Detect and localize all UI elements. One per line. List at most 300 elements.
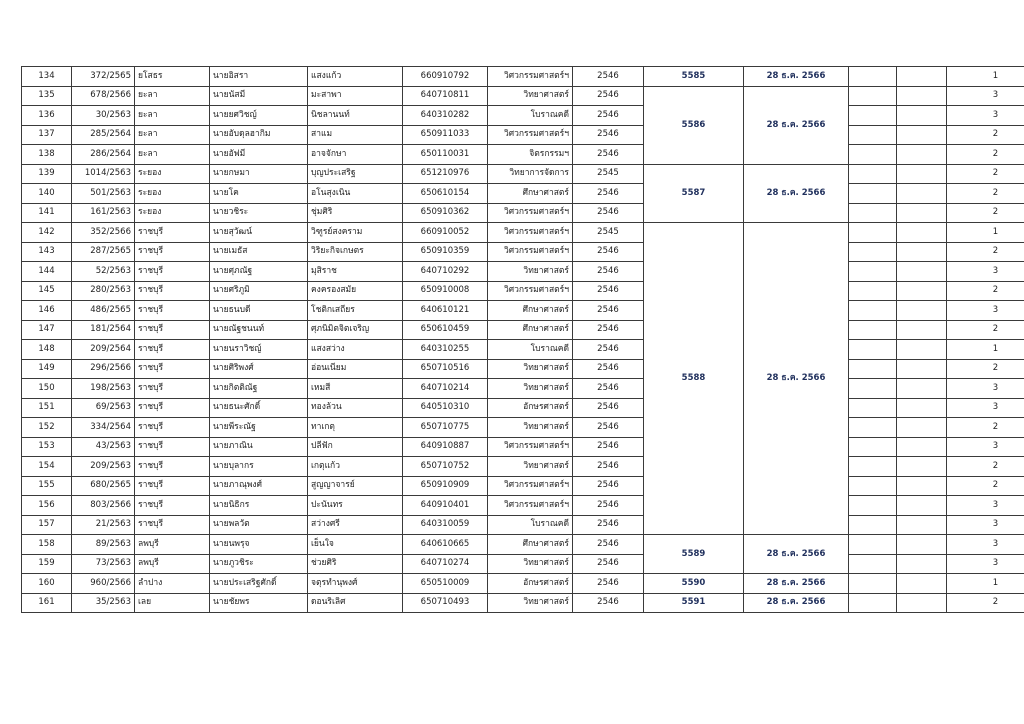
- table-row: [22, 203, 1024, 223]
- student-id-cell: 650610154: [403, 184, 488, 204]
- blank-cell-1: [849, 125, 897, 145]
- blank-cell-2: [897, 106, 947, 126]
- blank-cell-2: [897, 340, 947, 360]
- row-number-cell: 139: [22, 164, 72, 184]
- row-number-cell: 151: [22, 398, 72, 418]
- province-cell: ยโสธร: [135, 67, 210, 87]
- province-cell: ลพบุรี: [135, 554, 210, 574]
- blank-cell-2: [897, 535, 947, 555]
- last-name-cell: สาแม: [308, 125, 403, 145]
- faculty-cell: ศึกษาศาสตร์: [488, 320, 573, 340]
- table-row: [22, 418, 1024, 438]
- student-id-cell: 650911033: [403, 125, 488, 145]
- table-row: [22, 593, 1024, 613]
- last-name-cell: แสงสว่าง: [308, 340, 403, 360]
- faculty-cell: อักษรศาสตร์: [488, 398, 573, 418]
- student-id-cell: 650910359: [403, 242, 488, 262]
- document-number-cell: 5591: [644, 593, 744, 613]
- blank-cell-1: [849, 164, 897, 184]
- faculty-cell: ศึกษาศาสตร์: [488, 184, 573, 204]
- birth-year-cell: 2546: [573, 418, 644, 438]
- case-number-cell: 35/2563: [72, 593, 135, 613]
- case-number-cell: 334/2564: [72, 418, 135, 438]
- blank-cell-1: [849, 515, 897, 535]
- table-row: [22, 535, 1024, 555]
- student-id-cell: 640910401: [403, 496, 488, 516]
- blank-cell-2: [897, 125, 947, 145]
- table-row: [22, 476, 1024, 496]
- blank-cell-2: [897, 86, 947, 106]
- row-number-cell: 148: [22, 340, 72, 360]
- faculty-cell: วิทยาศาสตร์: [488, 379, 573, 399]
- first-name-cell: นายนัสมี: [210, 86, 308, 106]
- document-number-cell: 5590: [644, 574, 744, 594]
- province-cell: ยะลา: [135, 86, 210, 106]
- first-name-cell: นายสุวัฒน์: [210, 223, 308, 243]
- case-number-cell: 52/2563: [72, 262, 135, 282]
- blank-cell-2: [897, 262, 947, 282]
- student-id-cell: 640710214: [403, 379, 488, 399]
- birth-year-cell: 2546: [573, 398, 644, 418]
- row-number-cell: 140: [22, 184, 72, 204]
- birth-year-cell: 2546: [573, 301, 644, 321]
- case-number-cell: 21/2563: [72, 515, 135, 535]
- first-name-cell: นายภูวชิระ: [210, 554, 308, 574]
- student-id-cell: 650110031: [403, 145, 488, 165]
- last-name-cell: เกตุแก้ว: [308, 457, 403, 477]
- faculty-cell: วิศวกรรมศาสตร์ฯ: [488, 125, 573, 145]
- row-number-cell: 159: [22, 554, 72, 574]
- level-cell: 2: [947, 145, 1024, 165]
- blank-cell-1: [849, 476, 897, 496]
- table-row: [22, 554, 1024, 574]
- level-cell: 3: [947, 398, 1024, 418]
- blank-cell-2: [897, 359, 947, 379]
- birth-year-cell: 2546: [573, 496, 644, 516]
- level-cell: 2: [947, 320, 1024, 340]
- row-number-cell: 157: [22, 515, 72, 535]
- faculty-cell: วิศวกรรมศาสตร์ฯ: [488, 203, 573, 223]
- province-cell: ระยอง: [135, 203, 210, 223]
- blank-cell-2: [897, 515, 947, 535]
- faculty-cell: วิศวกรรมศาสตร์ฯ: [488, 281, 573, 301]
- level-cell: 3: [947, 106, 1024, 126]
- document-number-cell: 5587: [644, 164, 744, 223]
- last-name-cell: เย็นใจ: [308, 535, 403, 555]
- blank-cell-2: [897, 554, 947, 574]
- student-id-cell: 640310255: [403, 340, 488, 360]
- last-name-cell: ช่วยศิริ: [308, 554, 403, 574]
- table-row: [22, 223, 1024, 243]
- student-id-cell: 640310282: [403, 106, 488, 126]
- blank-cell-2: [897, 418, 947, 438]
- document-number-cell: 5586: [644, 86, 744, 164]
- row-number-cell: 138: [22, 145, 72, 165]
- row-number-cell: 135: [22, 86, 72, 106]
- faculty-cell: วิศวกรรมศาสตร์ฯ: [488, 67, 573, 87]
- table-row: [22, 340, 1024, 360]
- first-name-cell: นายพีระณัฐ: [210, 418, 308, 438]
- last-name-cell: ศุภนิมิตจิตเจริญ: [308, 320, 403, 340]
- blank-cell-2: [897, 145, 947, 165]
- birth-year-cell: 2546: [573, 242, 644, 262]
- first-name-cell: นายโค: [210, 184, 308, 204]
- case-number-cell: 89/2563: [72, 535, 135, 555]
- province-cell: ราชบุรี: [135, 262, 210, 282]
- table-row: [22, 457, 1024, 477]
- first-name-cell: นายพลวัต: [210, 515, 308, 535]
- case-number-cell: 209/2564: [72, 340, 135, 360]
- case-number-cell: 352/2566: [72, 223, 135, 243]
- row-number-cell: 149: [22, 359, 72, 379]
- student-id-cell: 640610121: [403, 301, 488, 321]
- blank-cell-1: [849, 203, 897, 223]
- blank-cell-2: [897, 574, 947, 594]
- student-id-cell: 640310059: [403, 515, 488, 535]
- first-name-cell: นายอิสรา: [210, 67, 308, 87]
- level-cell: 1: [947, 223, 1024, 243]
- case-number-cell: 372/2565: [72, 67, 135, 87]
- table-row: [22, 320, 1024, 340]
- row-number-cell: 141: [22, 203, 72, 223]
- province-cell: ราชบุรี: [135, 496, 210, 516]
- blank-cell-1: [849, 418, 897, 438]
- blank-cell-2: [897, 398, 947, 418]
- level-cell: 2: [947, 476, 1024, 496]
- blank-cell-1: [849, 262, 897, 282]
- last-name-cell: มะสาพา: [308, 86, 403, 106]
- last-name-cell: สว่างศรี: [308, 515, 403, 535]
- level-cell: 1: [947, 67, 1024, 87]
- blank-cell-1: [849, 86, 897, 106]
- blank-cell-1: [849, 281, 897, 301]
- case-number-cell: 1014/2563: [72, 164, 135, 184]
- level-cell: 3: [947, 262, 1024, 282]
- first-name-cell: นายศุภณัฐ: [210, 262, 308, 282]
- row-number-cell: 152: [22, 418, 72, 438]
- row-number-cell: 145: [22, 281, 72, 301]
- row-number-cell: 158: [22, 535, 72, 555]
- case-number-cell: 198/2563: [72, 379, 135, 399]
- faculty-cell: อักษรศาสตร์: [488, 574, 573, 594]
- case-number-cell: 287/2565: [72, 242, 135, 262]
- blank-cell-1: [849, 242, 897, 262]
- first-name-cell: นายอัฟมี: [210, 145, 308, 165]
- level-cell: 1: [947, 574, 1024, 594]
- document-number-cell: 5585: [644, 67, 744, 87]
- row-number-cell: 146: [22, 301, 72, 321]
- last-name-cell: ดอนริเลิศ: [308, 593, 403, 613]
- student-id-cell: 650910008: [403, 281, 488, 301]
- student-id-cell: 651210976: [403, 164, 488, 184]
- first-name-cell: นายกิตติณัฐ: [210, 379, 308, 399]
- province-cell: ระยอง: [135, 184, 210, 204]
- blank-cell-1: [849, 593, 897, 613]
- case-number-cell: 285/2564: [72, 125, 135, 145]
- birth-year-cell: 2546: [573, 476, 644, 496]
- first-name-cell: นายชัยพร: [210, 593, 308, 613]
- blank-cell-1: [849, 379, 897, 399]
- last-name-cell: วิริยะกิจเกษตร: [308, 242, 403, 262]
- blank-cell-2: [897, 223, 947, 243]
- table-row: [22, 437, 1024, 457]
- blank-cell-2: [897, 437, 947, 457]
- table-row: [22, 515, 1024, 535]
- last-name-cell: อาจจักษา: [308, 145, 403, 165]
- level-cell: 2: [947, 164, 1024, 184]
- table-row: [22, 86, 1024, 106]
- birth-year-cell: 2546: [573, 457, 644, 477]
- birth-year-cell: 2546: [573, 262, 644, 282]
- row-number-cell: 161: [22, 593, 72, 613]
- last-name-cell: ทาเกตุ: [308, 418, 403, 438]
- province-cell: ราชบุรี: [135, 437, 210, 457]
- row-number-cell: 147: [22, 320, 72, 340]
- blank-cell-1: [849, 554, 897, 574]
- student-id-cell: 640610665: [403, 535, 488, 555]
- blank-cell-2: [897, 476, 947, 496]
- level-cell: 2: [947, 242, 1024, 262]
- blank-cell-1: [849, 496, 897, 516]
- faculty-cell: วิทยาศาสตร์: [488, 457, 573, 477]
- blank-cell-2: [897, 379, 947, 399]
- student-id-cell: 650910909: [403, 476, 488, 496]
- province-cell: ราชบุรี: [135, 340, 210, 360]
- level-cell: 2: [947, 457, 1024, 477]
- student-id-cell: 660910792: [403, 67, 488, 87]
- case-number-cell: 680/2565: [72, 476, 135, 496]
- table-row: [22, 379, 1024, 399]
- row-number-cell: 137: [22, 125, 72, 145]
- blank-cell-1: [849, 457, 897, 477]
- birth-year-cell: 2546: [573, 515, 644, 535]
- document-date-cell: 28 ธ.ค. 2566: [744, 593, 849, 613]
- document-date-cell: 28 ธ.ค. 2566: [744, 86, 849, 164]
- level-cell: 3: [947, 496, 1024, 516]
- province-cell: ยะลา: [135, 125, 210, 145]
- table-row: [22, 145, 1024, 165]
- last-name-cell: อโนสุงเนิน: [308, 184, 403, 204]
- case-number-cell: 296/2566: [72, 359, 135, 379]
- last-name-cell: ชุ่มศิริ: [308, 203, 403, 223]
- case-number-cell: 501/2563: [72, 184, 135, 204]
- first-name-cell: นายนราวิชญ์: [210, 340, 308, 360]
- row-number-cell: 150: [22, 379, 72, 399]
- table-row: [22, 359, 1024, 379]
- case-number-cell: 161/2563: [72, 203, 135, 223]
- first-name-cell: นายธนบดี: [210, 301, 308, 321]
- blank-cell-2: [897, 67, 947, 87]
- birth-year-cell: 2546: [573, 281, 644, 301]
- level-cell: 3: [947, 535, 1024, 555]
- last-name-cell: วิฑูรย์สงคราม: [308, 223, 403, 243]
- birth-year-cell: 2546: [573, 535, 644, 555]
- level-cell: 2: [947, 184, 1024, 204]
- document-date-cell: 28 ธ.ค. 2566: [744, 67, 849, 87]
- blank-cell-1: [849, 106, 897, 126]
- province-cell: ราชบุรี: [135, 301, 210, 321]
- last-name-cell: ปลีฟัก: [308, 437, 403, 457]
- blank-cell-2: [897, 164, 947, 184]
- blank-cell-2: [897, 301, 947, 321]
- first-name-cell: นายกษมา: [210, 164, 308, 184]
- table-row: [22, 184, 1024, 204]
- faculty-cell: วิศวกรรมศาสตร์ฯ: [488, 437, 573, 457]
- blank-cell-1: [849, 574, 897, 594]
- document-number-cell: 5588: [644, 223, 744, 535]
- faculty-cell: โบราณคดี: [488, 515, 573, 535]
- last-name-cell: คงครองสมัย: [308, 281, 403, 301]
- level-cell: 3: [947, 379, 1024, 399]
- table-row: [22, 496, 1024, 516]
- first-name-cell: นายอับดุลฮากิม: [210, 125, 308, 145]
- first-name-cell: นายเมธัส: [210, 242, 308, 262]
- first-name-cell: นายยศวิชญ์: [210, 106, 308, 126]
- province-cell: ราชบุรี: [135, 398, 210, 418]
- birth-year-cell: 2546: [573, 593, 644, 613]
- case-number-cell: 209/2563: [72, 457, 135, 477]
- first-name-cell: นายวชิระ: [210, 203, 308, 223]
- province-cell: ราชบุรี: [135, 320, 210, 340]
- document-number-cell: 5589: [644, 535, 744, 574]
- birth-year-cell: 2546: [573, 67, 644, 87]
- blank-cell-2: [897, 281, 947, 301]
- birth-year-cell: 2546: [573, 379, 644, 399]
- document-date-cell: 28 ธ.ค. 2566: [744, 535, 849, 574]
- level-cell: 3: [947, 437, 1024, 457]
- faculty-cell: วิศวกรรมศาสตร์ฯ: [488, 223, 573, 243]
- blank-cell-2: [897, 496, 947, 516]
- birth-year-cell: 2546: [573, 359, 644, 379]
- blank-cell-1: [849, 184, 897, 204]
- first-name-cell: นายประเสริฐศักดิ์: [210, 574, 308, 594]
- table-row: [22, 242, 1024, 262]
- table-row: [22, 164, 1024, 184]
- table-row: [22, 125, 1024, 145]
- student-id-cell: 660910052: [403, 223, 488, 243]
- last-name-cell: บุญประเสริฐ: [308, 164, 403, 184]
- blank-cell-1: [849, 301, 897, 321]
- birth-year-cell: 2546: [573, 340, 644, 360]
- row-number-cell: 155: [22, 476, 72, 496]
- province-cell: ราชบุรี: [135, 515, 210, 535]
- first-name-cell: นายธนะศักดิ์: [210, 398, 308, 418]
- faculty-cell: โบราณคดี: [488, 340, 573, 360]
- province-cell: ราชบุรี: [135, 457, 210, 477]
- last-name-cell: นิชลานนท์: [308, 106, 403, 126]
- faculty-cell: วิศวกรรมศาสตร์ฯ: [488, 496, 573, 516]
- case-number-cell: 803/2566: [72, 496, 135, 516]
- level-cell: 2: [947, 125, 1024, 145]
- case-number-cell: 486/2565: [72, 301, 135, 321]
- first-name-cell: นายนิธิกร: [210, 496, 308, 516]
- faculty-cell: โบราณคดี: [488, 106, 573, 126]
- row-number-cell: 156: [22, 496, 72, 516]
- province-cell: ราชบุรี: [135, 418, 210, 438]
- faculty-cell: วิศวกรรมศาสตร์ฯ: [488, 476, 573, 496]
- province-cell: ยะลา: [135, 145, 210, 165]
- first-name-cell: นายภาณุพงศ์: [210, 476, 308, 496]
- province-cell: ราชบุรี: [135, 379, 210, 399]
- blank-cell-2: [897, 457, 947, 477]
- faculty-cell: วิทยาศาสตร์: [488, 262, 573, 282]
- last-name-cell: สูญญาจารย์: [308, 476, 403, 496]
- first-name-cell: นายณัฐชนนท์: [210, 320, 308, 340]
- faculty-cell: วิทยาศาสตร์: [488, 359, 573, 379]
- blank-cell-1: [849, 437, 897, 457]
- blank-cell-1: [849, 223, 897, 243]
- blank-cell-1: [849, 535, 897, 555]
- last-name-cell: มุสิราช: [308, 262, 403, 282]
- faculty-cell: วิทยาศาสตร์: [488, 554, 573, 574]
- faculty-cell: ศึกษาศาสตร์: [488, 535, 573, 555]
- province-cell: ราชบุรี: [135, 476, 210, 496]
- level-cell: 2: [947, 359, 1024, 379]
- blank-cell-2: [897, 184, 947, 204]
- level-cell: 3: [947, 86, 1024, 106]
- row-number-cell: 136: [22, 106, 72, 126]
- last-name-cell: โชติกเสถียร: [308, 301, 403, 321]
- province-cell: ยะลา: [135, 106, 210, 126]
- birth-year-cell: 2546: [573, 320, 644, 340]
- faculty-cell: วิทยาศาสตร์: [488, 86, 573, 106]
- student-id-cell: 650510009: [403, 574, 488, 594]
- faculty-cell: วิทยาศาสตร์: [488, 418, 573, 438]
- province-cell: ราชบุรี: [135, 281, 210, 301]
- last-name-cell: ปะนันทร: [308, 496, 403, 516]
- first-name-cell: นายบุลากร: [210, 457, 308, 477]
- faculty-cell: วิทยาศาสตร์: [488, 593, 573, 613]
- birth-year-cell: 2546: [573, 574, 644, 594]
- student-id-cell: 650710493: [403, 593, 488, 613]
- level-cell: 1: [947, 340, 1024, 360]
- province-cell: ราชบุรี: [135, 223, 210, 243]
- row-number-cell: 160: [22, 574, 72, 594]
- birth-year-cell: 2546: [573, 184, 644, 204]
- faculty-cell: ศึกษาศาสตร์: [488, 301, 573, 321]
- student-id-cell: 650610459: [403, 320, 488, 340]
- province-cell: ลพบุรี: [135, 535, 210, 555]
- student-id-cell: 640710292: [403, 262, 488, 282]
- level-cell: 2: [947, 593, 1024, 613]
- level-cell: 2: [947, 418, 1024, 438]
- blank-cell-2: [897, 203, 947, 223]
- blank-cell-1: [849, 320, 897, 340]
- student-id-cell: 650910362: [403, 203, 488, 223]
- faculty-cell: จิตรกรรมฯ: [488, 145, 573, 165]
- table-row: [22, 262, 1024, 282]
- case-number-cell: 678/2566: [72, 86, 135, 106]
- row-number-cell: 153: [22, 437, 72, 457]
- province-cell: เลย: [135, 593, 210, 613]
- first-name-cell: นายศิริพงศ์: [210, 359, 308, 379]
- province-cell: ราชบุรี: [135, 359, 210, 379]
- birth-year-cell: 2546: [573, 203, 644, 223]
- level-cell: 3: [947, 554, 1024, 574]
- province-cell: ลำปาง: [135, 574, 210, 594]
- case-number-cell: 960/2566: [72, 574, 135, 594]
- birth-year-cell: 2545: [573, 223, 644, 243]
- last-name-cell: แสงแก้ว: [308, 67, 403, 87]
- row-number-cell: 134: [22, 67, 72, 87]
- case-number-cell: 286/2564: [72, 145, 135, 165]
- table-row: [22, 574, 1024, 594]
- row-number-cell: 144: [22, 262, 72, 282]
- table-row: [22, 281, 1024, 301]
- student-id-cell: 650710752: [403, 457, 488, 477]
- table-row: [22, 67, 1024, 87]
- document-date-cell: 28 ธ.ค. 2566: [744, 574, 849, 594]
